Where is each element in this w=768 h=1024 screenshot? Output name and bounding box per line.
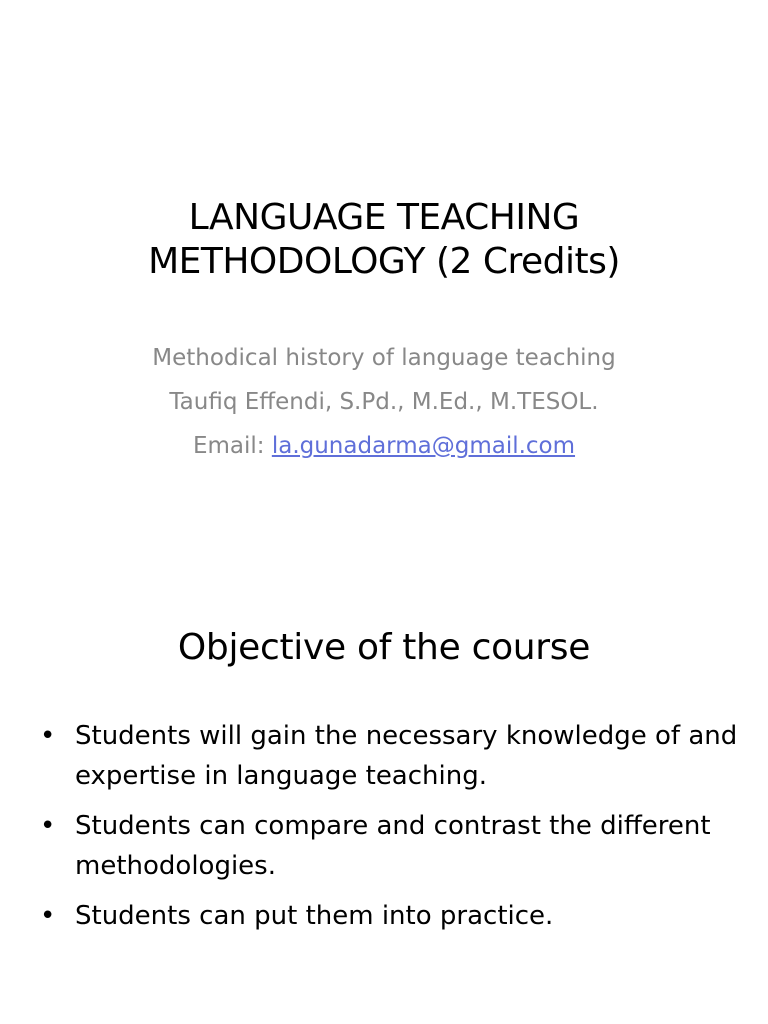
list-item-text: Students can compare and contrast the different methodologies. <box>75 811 711 881</box>
objectives-list <box>38 716 738 946</box>
subtitle-email-line <box>0 424 768 468</box>
objectives-title: Objective of the course <box>177 627 591 668</box>
bullet-icon: • <box>40 811 56 841</box>
list-item <box>38 806 738 886</box>
email-label: Email: <box>192 433 265 459</box>
bullet-icon: • <box>40 721 56 751</box>
title-line-1: LANGUAGE TEACHING <box>188 197 580 238</box>
subtitle-author: Taufiq Effendi, S.Pd., M.Ed., M.TESOL. <box>169 389 599 415</box>
title-line-2: METHODOLOGY (2 Credits) <box>148 241 620 282</box>
list-item <box>38 716 738 796</box>
list-item-text: Students can put them into practice. <box>75 901 554 931</box>
slide-objectives <box>0 512 768 1024</box>
subtitle-topic: Methodical history of language teaching <box>152 345 616 371</box>
email-link[interactable]: la.gunadarma@gmail.com <box>271 433 576 459</box>
slide-title-heading <box>0 196 768 284</box>
list-item-text: Students will gain the necessary knowledge of and expertise in language teaching. <box>75 721 738 791</box>
list-item <box>38 896 738 936</box>
bullet-icon: • <box>40 901 56 931</box>
slide-subtitle <box>0 336 768 468</box>
